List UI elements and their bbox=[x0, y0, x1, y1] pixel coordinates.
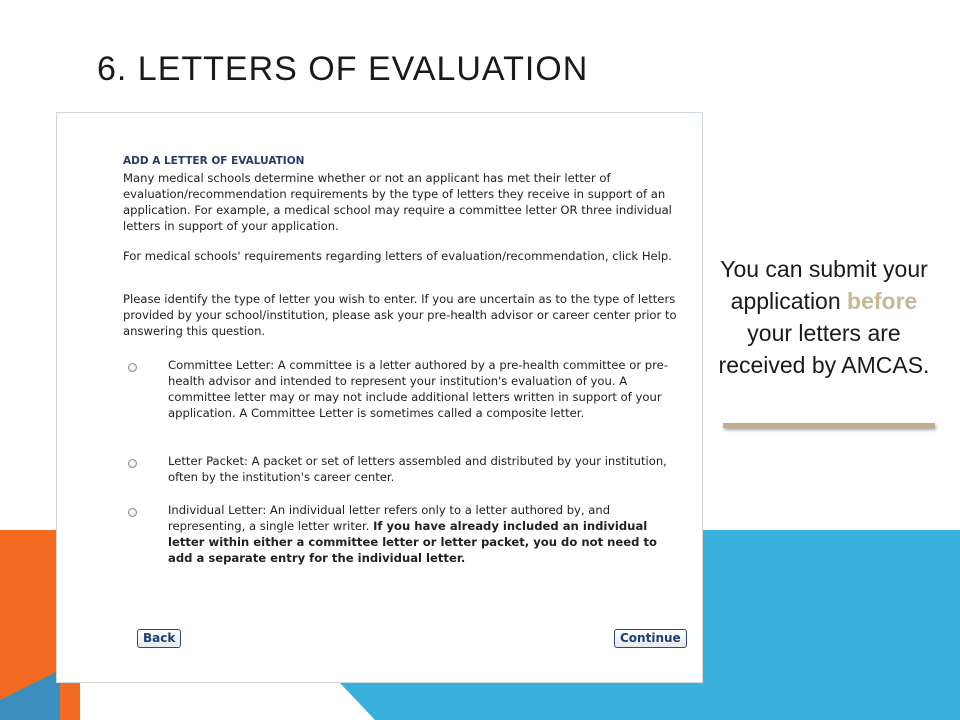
letter-packet-option: Letter Packet: A packet or set of letters assembled and distributed by your institution, often by the institution's career center. bbox=[168, 454, 667, 484]
committee-letter-option: Committee Letter: A committee is a letter authored by a pre-health committee or pre-health advisor and intended to represent your institution's evaluation of you. A committee letter may or may not include additional letters written in support of your application. A Committee Letter is sometimes called a composite letter. bbox=[168, 358, 668, 420]
instructions-paragraph: Please identify the type of letter you wish to enter. If you are uncertain as to the type of letters provided by your school/institution, please ask your pre-health advisor or career center prior to answering this question. bbox=[123, 292, 677, 338]
continue-button[interactable]: Continue bbox=[614, 629, 687, 648]
help-paragraph: For medical schools' requirements regarding letters of evaluation/recommendation, click Help. bbox=[123, 249, 672, 263]
side-note-after: your letters are received by AMCAS. bbox=[718, 320, 930, 378]
back-button[interactable]: Back bbox=[137, 629, 181, 648]
individual-letter-text: Individual Letter: An individual letter refers only to a letter authored by, and representing, a single letter writer. bbox=[168, 503, 611, 533]
form-heading: ADD A LETTER OF EVALUATION bbox=[123, 155, 305, 167]
amcas-form-screenshot bbox=[56, 112, 703, 683]
side-note-before: You can submit your application bbox=[720, 256, 928, 314]
slide-title: 6. LETTERS OF EVALUATION bbox=[97, 50, 589, 88]
individual-letter-option bbox=[168, 502, 678, 566]
individual-letter-radio[interactable] bbox=[128, 508, 137, 517]
letter-packet-radio[interactable] bbox=[128, 459, 137, 468]
side-note-underline bbox=[723, 423, 935, 428]
individual-letter-bold-note: If you have already included an individual letter within either a committee letter or letter packet, you do not need to add a separate entry for the individual letter. bbox=[168, 519, 657, 565]
side-note bbox=[708, 253, 940, 381]
committee-letter-radio[interactable] bbox=[128, 363, 137, 372]
side-note-highlight: before bbox=[847, 288, 918, 314]
intro-paragraph: Many medical schools determine whether or not an applicant has met their letter of evaluation/recommendation requirements by the type of letters they receive in support of an application. For example, a medical school may require a committee letter OR three individual letters in support of your application. bbox=[123, 171, 672, 233]
